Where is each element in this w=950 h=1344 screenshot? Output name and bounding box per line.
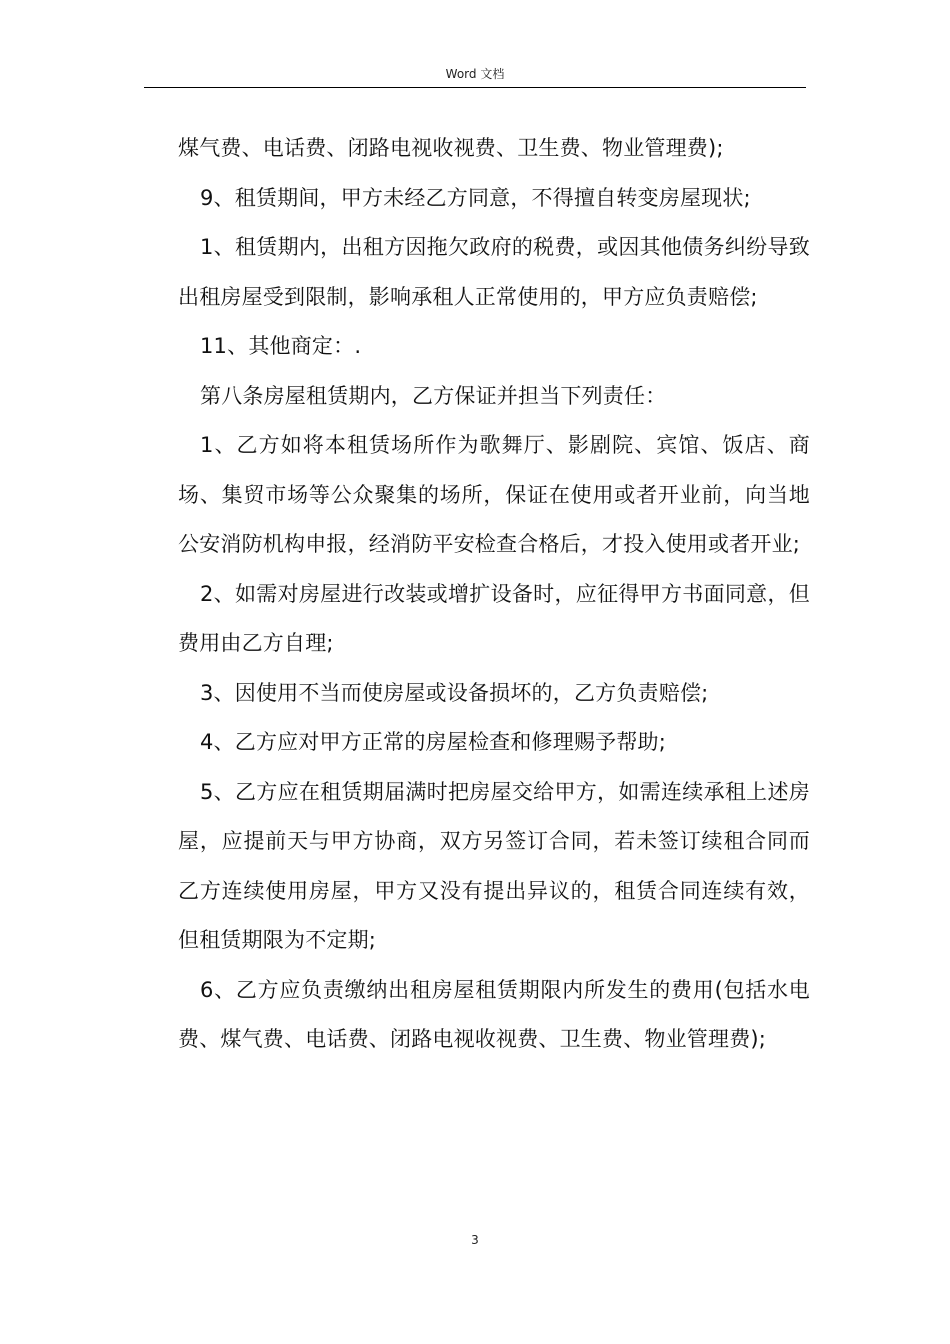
page-number: 3 bbox=[471, 1233, 479, 1247]
paragraph-clause-11: 11、其他商定：. bbox=[200, 334, 362, 358]
paragraph-duty-4: 4、乙方应对甲方正常的房屋检查和修理赐予帮助; bbox=[200, 730, 667, 754]
paragraph-article-8-heading: 第八条房屋租赁期内，乙方保证并担当下列责任： bbox=[200, 383, 667, 408]
paragraph-duty-3: 3、因使用不当而使房屋或设备损坏的，乙方负责赔偿; bbox=[200, 680, 709, 705]
paragraph-duty-2: 2、如需对房屋进行改装或增扩设备时，应征得甲方书面同意，但费用由乙方自理; bbox=[178, 581, 810, 655]
paragraph-clause-9: 9、租赁期间，甲方未经乙方同意，不得擅自转变房屋现状; bbox=[200, 185, 751, 210]
paragraph-duty-6: 6、乙方应负责缴纳出租房屋租赁期限内所发生的费用(包括水电费、煤气费、电话费、闭路电视收视费、卫生费、物业管理费); bbox=[178, 977, 810, 1051]
paragraph-duty-5: 5、乙方应在租赁期届满时把房屋交给甲方，如需连续承租上述房屋，应提前天与甲方协商，双方另签订合同，若未签订续租合同而乙方连续使用房屋，甲方又没有提出异议的，租赁合同连续有效，但租赁期限为不定期; bbox=[178, 779, 810, 952]
paragraph-duty-1: 1、乙方如将本租赁场所作为歌舞厅、影剧院、宾馆、饭店、商场、集贸市场等公众聚集的场所，保证在使用或者开业前，向当地公安消防机构申报，经消防平安检查合格后，才投入使用或者开业; bbox=[178, 433, 810, 556]
page-header-title: Word 文档 bbox=[445, 67, 505, 81]
paragraph-continuation: 煤气费、电话费、闭路电视收视费、卫生费、物业管理费); bbox=[178, 136, 724, 160]
paragraph-clause-1-tax: 1、租赁期内，出租方因拖欠政府的税费，或因其他债务纠纷导致出租房屋受到限制，影响承租人正常使用的，甲方应负责赔偿; bbox=[178, 235, 810, 309]
header-divider bbox=[144, 87, 806, 88]
document-body bbox=[178, 124, 810, 1065]
